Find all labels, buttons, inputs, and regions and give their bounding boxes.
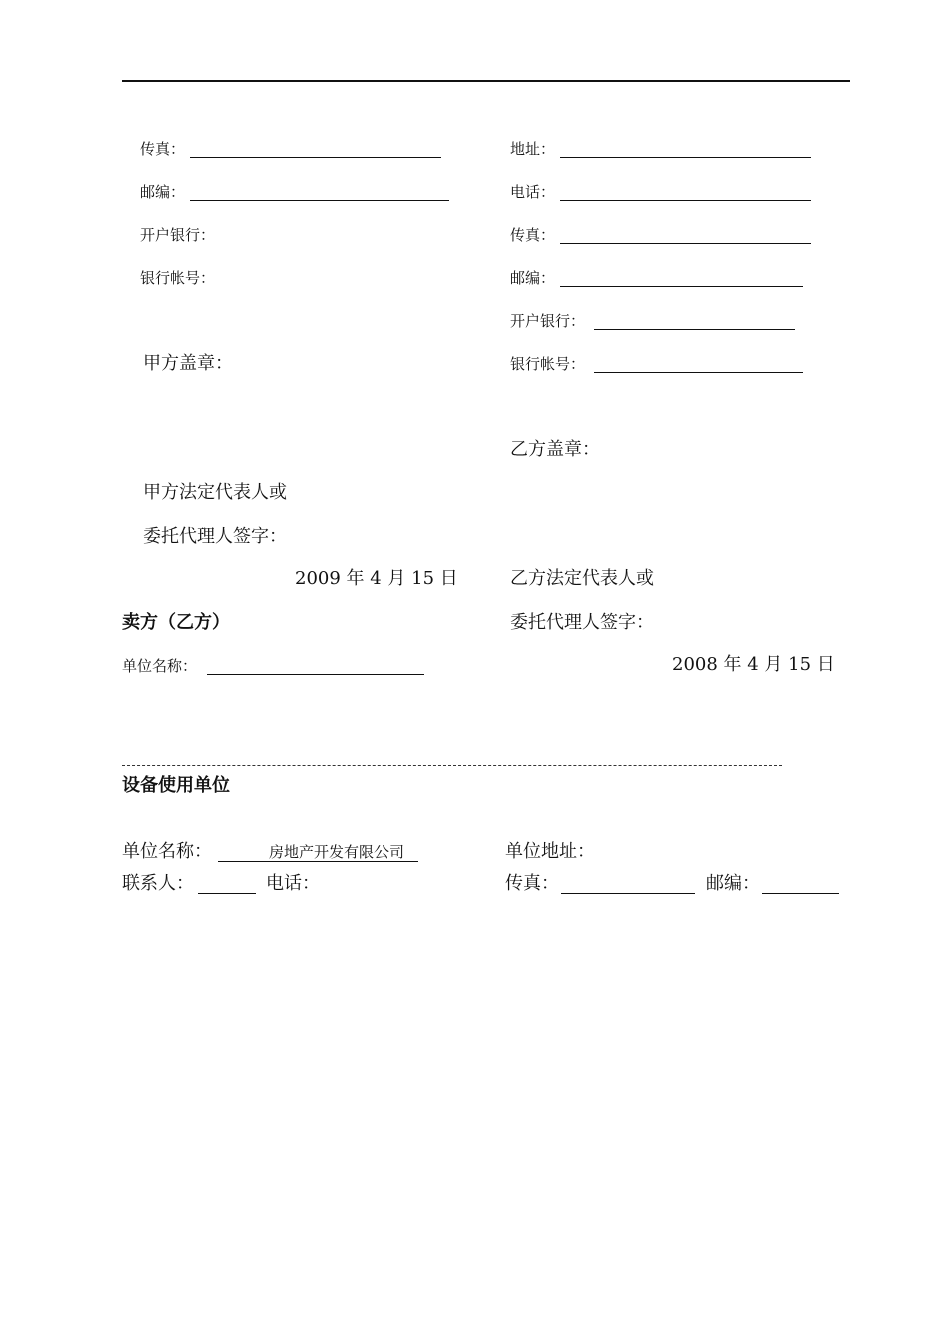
user-company-label: 单位名称： xyxy=(122,841,212,862)
buyer-seal-label: 甲方盖章： xyxy=(143,353,233,374)
seller-rep-line1: 乙方法定代表人或 xyxy=(510,568,654,589)
section-divider xyxy=(122,765,782,766)
seller-address-label: 地址： xyxy=(510,140,556,158)
seller-address-blank[interactable] xyxy=(560,157,811,158)
header-rule xyxy=(122,80,850,82)
user-contact-blank[interactable] xyxy=(198,893,256,894)
seller-rep-line2: 委托代理人签字： xyxy=(510,612,654,633)
user-phone-label: 电话： xyxy=(266,873,320,894)
seller-bank-label: 开户银行： xyxy=(510,312,586,330)
user-company-value: 房地产开发有限公司 xyxy=(269,843,405,861)
buyer-account-label: 银行帐号： xyxy=(140,269,216,287)
seller-company-blank[interactable] xyxy=(207,674,424,675)
seller-fax-label: 传真： xyxy=(510,226,556,244)
user-fax-label: 传真： xyxy=(505,873,559,894)
buyer-postcode-blank[interactable] xyxy=(190,200,449,201)
user-contact-label: 联系人： xyxy=(122,873,194,894)
seller-bank-blank[interactable] xyxy=(594,329,795,330)
seller-account-label: 银行帐号： xyxy=(510,355,586,373)
buyer-postcode-label: 邮编： xyxy=(140,183,186,201)
user-address-label: 单位地址： xyxy=(505,841,595,862)
seller-account-blank[interactable] xyxy=(594,372,803,373)
user-company-blank[interactable] xyxy=(218,861,418,862)
buyer-rep-line1: 甲方法定代表人或 xyxy=(143,482,287,503)
user-postcode-label: 邮编： xyxy=(706,873,760,894)
seller-seal-label: 乙方盖章： xyxy=(510,439,600,460)
buyer-fax-blank[interactable] xyxy=(190,157,441,158)
buyer-sign-date: 2009 年 4 月 15 日 xyxy=(295,568,458,589)
seller-sign-date: 2008 年 4 月 15 日 xyxy=(672,654,835,675)
seller-fax-blank[interactable] xyxy=(560,243,811,244)
user-fax-blank[interactable] xyxy=(561,893,695,894)
seller-phone-label: 电话： xyxy=(510,183,556,201)
seller-company-label: 单位名称： xyxy=(122,657,198,675)
user-postcode-blank[interactable] xyxy=(762,893,839,894)
seller-postcode-blank[interactable] xyxy=(560,286,803,287)
user-unit-heading: 设备使用单位 xyxy=(122,775,230,796)
seller-heading: 卖方（乙方） xyxy=(122,612,230,633)
seller-postcode-label: 邮编： xyxy=(510,269,556,287)
buyer-bank-label: 开户银行： xyxy=(140,226,216,244)
buyer-rep-line2: 委托代理人签字： xyxy=(143,526,287,547)
buyer-fax-label: 传真： xyxy=(140,140,186,158)
seller-phone-blank[interactable] xyxy=(560,200,811,201)
